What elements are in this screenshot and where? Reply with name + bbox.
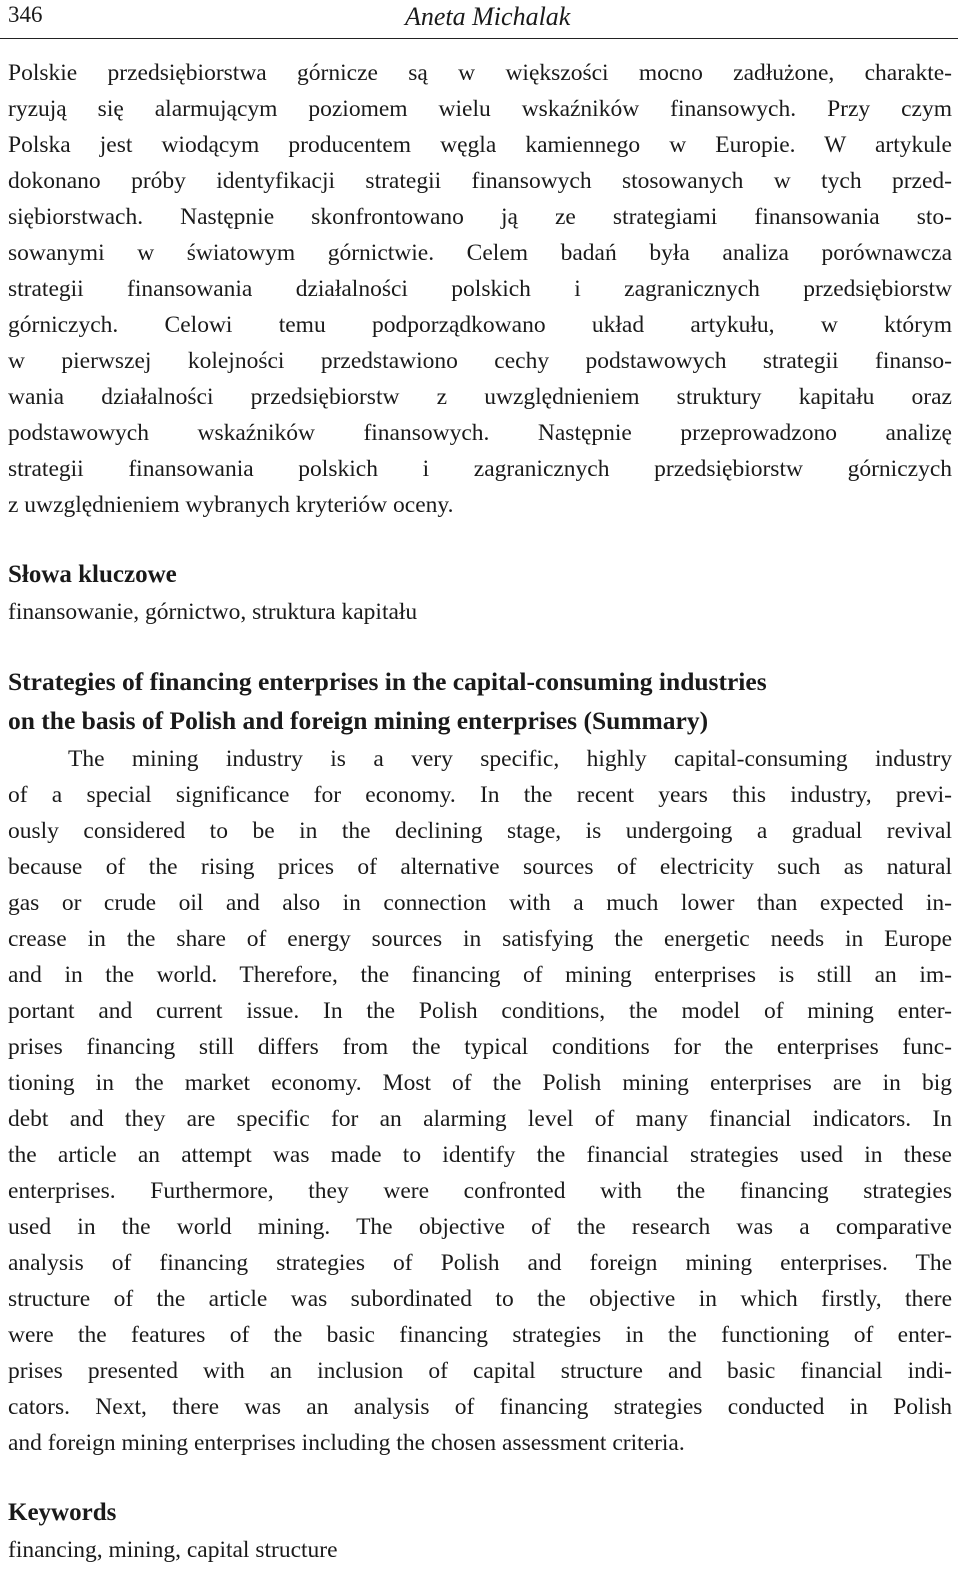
abstract-pl-line: strategii finansowania polskich i zagranicznych przedsiębiorstw górniczych (8, 456, 952, 482)
keywords-pl-text: finansowanie, górnictwo, struktura kapitału (8, 599, 418, 625)
summary-en-line: of a special significance for economy. In the recent years this industry, previ- (8, 782, 952, 808)
abstract-pl-line: w pierwszej kolejności przedstawiono cechy podstawowych strategii finanso- (8, 348, 952, 374)
summary-en-line: and foreign mining enterprises including the chosen assessment criteria. (8, 1430, 685, 1456)
summary-en-line: prises financing still differs from the typical conditions for the enterprises func- (8, 1034, 952, 1060)
abstract-pl-line: strategii finansowania działalności polskich i zagranicznych przedsiębiorstw (8, 276, 952, 302)
summary-en-line: because of the rising prices of alternative sources of electricity such as natural (8, 854, 952, 880)
summary-en-line: tioning in the market economy. Most of the Polish mining enterprises are in big (8, 1070, 952, 1096)
keywords-en-text: financing, mining, capital structure (8, 1537, 338, 1563)
abstract-pl-line: dokonano próby identyfikacji strategii finansowych stosowanych w tych przed- (8, 168, 952, 194)
abstract-pl-line: z uwzględnieniem wybranych kryteriów oceny. (8, 492, 454, 518)
summary-en-line: enterprises. Furthermore, they were confronted with the financing strategies (8, 1178, 952, 1204)
summary-title-line: Strategies of financing enterprises in the capital-consuming industries (8, 667, 767, 696)
summary-en-line: the article an attempt was made to identify the financial strategies used in these (8, 1142, 952, 1168)
summary-en-line: ously considered to be in the declining stage, is undergoing a gradual revival (8, 818, 952, 844)
summary-en-line: prises presented with an inclusion of capital structure and basic financial indi- (8, 1358, 952, 1384)
summary-en-line: cators. Next, there was an analysis of financing strategies conducted in Polish (8, 1394, 952, 1420)
summary-en-line: gas or crude oil and also in connection with a much lower than expected in- (8, 890, 952, 916)
abstract-pl-line: siębiorstwach. Następnie skonfrontowano ją ze strategiami finansowania sto- (8, 204, 952, 230)
abstract-pl-line: podstawowych wskaźników finansowych. Następnie przeprowadzono analizę (8, 420, 952, 446)
page-number: 346 (8, 2, 43, 27)
abstract-pl-line: ryzują się alarmującym poziomem wielu wskaźników finansowych. Przy czym (8, 96, 952, 122)
running-head-author: Aneta Michalak (405, 2, 571, 31)
page-header (0, 0, 958, 39)
summary-en-line: The mining industry is a very specific, highly capital-consuming industry (68, 746, 952, 772)
summary-en-line: and in the world. Therefore, the financing of mining enterprises is still an im- (8, 962, 952, 988)
abstract-pl-line: Polskie przedsiębiorstwa górnicze są w większości mocno zadłużone, charakte- (8, 60, 952, 86)
summary-en-line: analysis of financing strategies of Polish and foreign mining enterprises. The (8, 1250, 952, 1276)
abstract-pl-line: sowanymi w światowym górnictwie. Celem badań była analiza porównawcza (8, 240, 952, 266)
abstract-pl-line: górniczych. Celowi temu podporządkowano układ artykułu, w którym (8, 312, 952, 338)
summary-title-line: on the basis of Polish and foreign mining enterprises (Summary) (8, 706, 709, 735)
abstract-pl-line: wania działalności przedsiębiorstw z uwzględnieniem struktury kapitału oraz (8, 384, 952, 410)
summary-en-line: used in the world mining. The objective of the research was a comparative (8, 1214, 952, 1240)
keywords-en-heading: Keywords (8, 1499, 117, 1526)
summary-en-line: were the features of the basic financing strategies in the functioning of enter- (8, 1322, 952, 1348)
summary-en-line: portant and current issue. In the Polish conditions, the model of mining enter- (8, 998, 952, 1024)
summary-en-line: crease in the share of energy sources in satisfying the energetic needs in Europe (8, 926, 952, 952)
abstract-pl-line: Polska jest wiodącym producentem węgla kamiennego w Europie. W artykule (8, 132, 952, 158)
summary-en-line: debt and they are specific for an alarming level of many financial indicators. In (8, 1106, 952, 1132)
summary-en-line: structure of the article was subordinated to the objective in which firstly, there (8, 1286, 952, 1312)
keywords-pl-heading: Słowa kluczowe (8, 561, 177, 588)
